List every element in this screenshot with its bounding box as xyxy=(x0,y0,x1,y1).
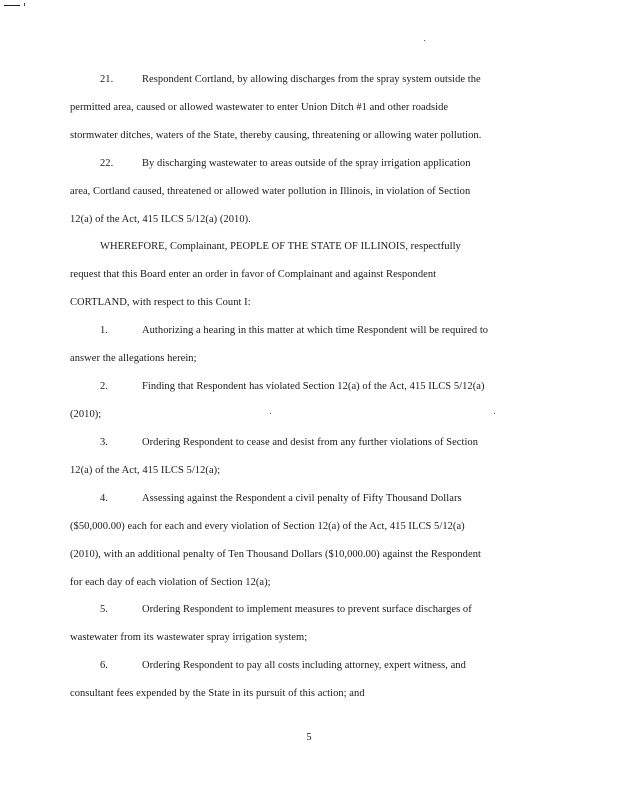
relief-item-2-line-1 xyxy=(100,380,485,394)
line-text: Ordering Respondent to implement measures to prevent surface discharges of xyxy=(142,604,472,615)
scan-speck xyxy=(494,413,495,414)
relief-item-2-line-2: (2010); xyxy=(70,409,102,420)
relief-item-4-line-2: ($50,000.00) each for each and every violation of Section 12(a) of the Act, 415 ILCS 5/12(a) xyxy=(70,521,465,532)
paragraph-22-line-2: area, Cortland caused, threatened or allowed water pollution in Illinois, in violation of Section xyxy=(70,186,471,197)
scan-mark xyxy=(4,5,20,6)
relief-item-6-line-2: consultant fees expended by the State in its pursuit of this action; and xyxy=(70,688,365,699)
item-number: 2. xyxy=(100,381,108,392)
relief-item-5-line-2: wastewater from its wastewater spray irrigation system; xyxy=(70,632,308,643)
relief-item-1-line-2: answer the allegations herein; xyxy=(70,353,197,364)
item-number: 1. xyxy=(100,325,108,336)
scan-mark xyxy=(24,3,25,6)
scan-speck xyxy=(270,413,271,414)
paragraph-number: 21. xyxy=(100,74,114,85)
relief-item-4-line-4: for each day of each violation of Section 12(a); xyxy=(70,577,271,588)
line-text: Finding that Respondent has violated Section 12(a) of the Act, 415 ILCS 5/12(a) xyxy=(142,381,485,392)
line-text: Ordering Respondent to cease and desist from any further violations of Section xyxy=(142,437,479,448)
item-number: 4. xyxy=(100,493,108,504)
relief-item-3-line-2: 12(a) of the Act, 415 ILCS 5/12(a); xyxy=(70,465,221,476)
paragraph-21-line-2: permitted area, caused or allowed wastewater to enter Union Ditch #1 and other roadside xyxy=(70,102,449,113)
relief-item-3-line-1 xyxy=(100,436,478,450)
line-text: Authorizing a hearing in this matter at which time Respondent will be required to xyxy=(142,325,489,336)
line-text: Ordering Respondent to pay all costs including attorney, expert witness, and xyxy=(142,660,466,671)
relief-item-4-line-3: (2010), with an additional penalty of Ten Thousand Dollars ($10,000.00) against the Respondent xyxy=(70,549,481,560)
relief-item-4-line-1 xyxy=(100,492,462,506)
line-text: By discharging wastewater to areas outside of the spray irrigation application xyxy=(142,158,471,169)
paragraph-22-line-1 xyxy=(100,157,471,171)
relief-item-5-line-1 xyxy=(100,603,472,617)
paragraph-21-line-3: stormwater ditches, waters of the State, thereby causing, threatening or allowing water pollution. xyxy=(70,130,482,141)
line-text: Assessing against the Respondent a civil penalty of Fifty Thousand Dollars xyxy=(142,493,462,504)
wherefore-line-1: WHEREFORE, Complainant, PEOPLE OF THE STATE OF ILLINOIS, respectfully xyxy=(100,241,461,252)
scan-speck xyxy=(424,40,425,41)
item-number: 5. xyxy=(100,604,108,615)
item-number: 6. xyxy=(100,660,108,671)
relief-item-1-line-1 xyxy=(100,324,488,338)
relief-item-6-line-1 xyxy=(100,659,466,673)
paragraph-22-line-3: 12(a) of the Act, 415 ILCS 5/12(a) (2010). xyxy=(70,214,251,225)
page-number: 5 xyxy=(306,732,312,743)
wherefore-line-2: request that this Board enter an order in favor of Complainant and against Respondent xyxy=(70,269,437,280)
paragraph-21-line-1 xyxy=(100,73,481,87)
paragraph-number: 22. xyxy=(100,158,114,169)
wherefore-line-3: CORTLAND, with respect to this Count I: xyxy=(70,297,251,308)
line-text: Respondent Cortland, by allowing discharges from the spray system outside the xyxy=(142,74,481,85)
item-number: 3. xyxy=(100,437,108,448)
